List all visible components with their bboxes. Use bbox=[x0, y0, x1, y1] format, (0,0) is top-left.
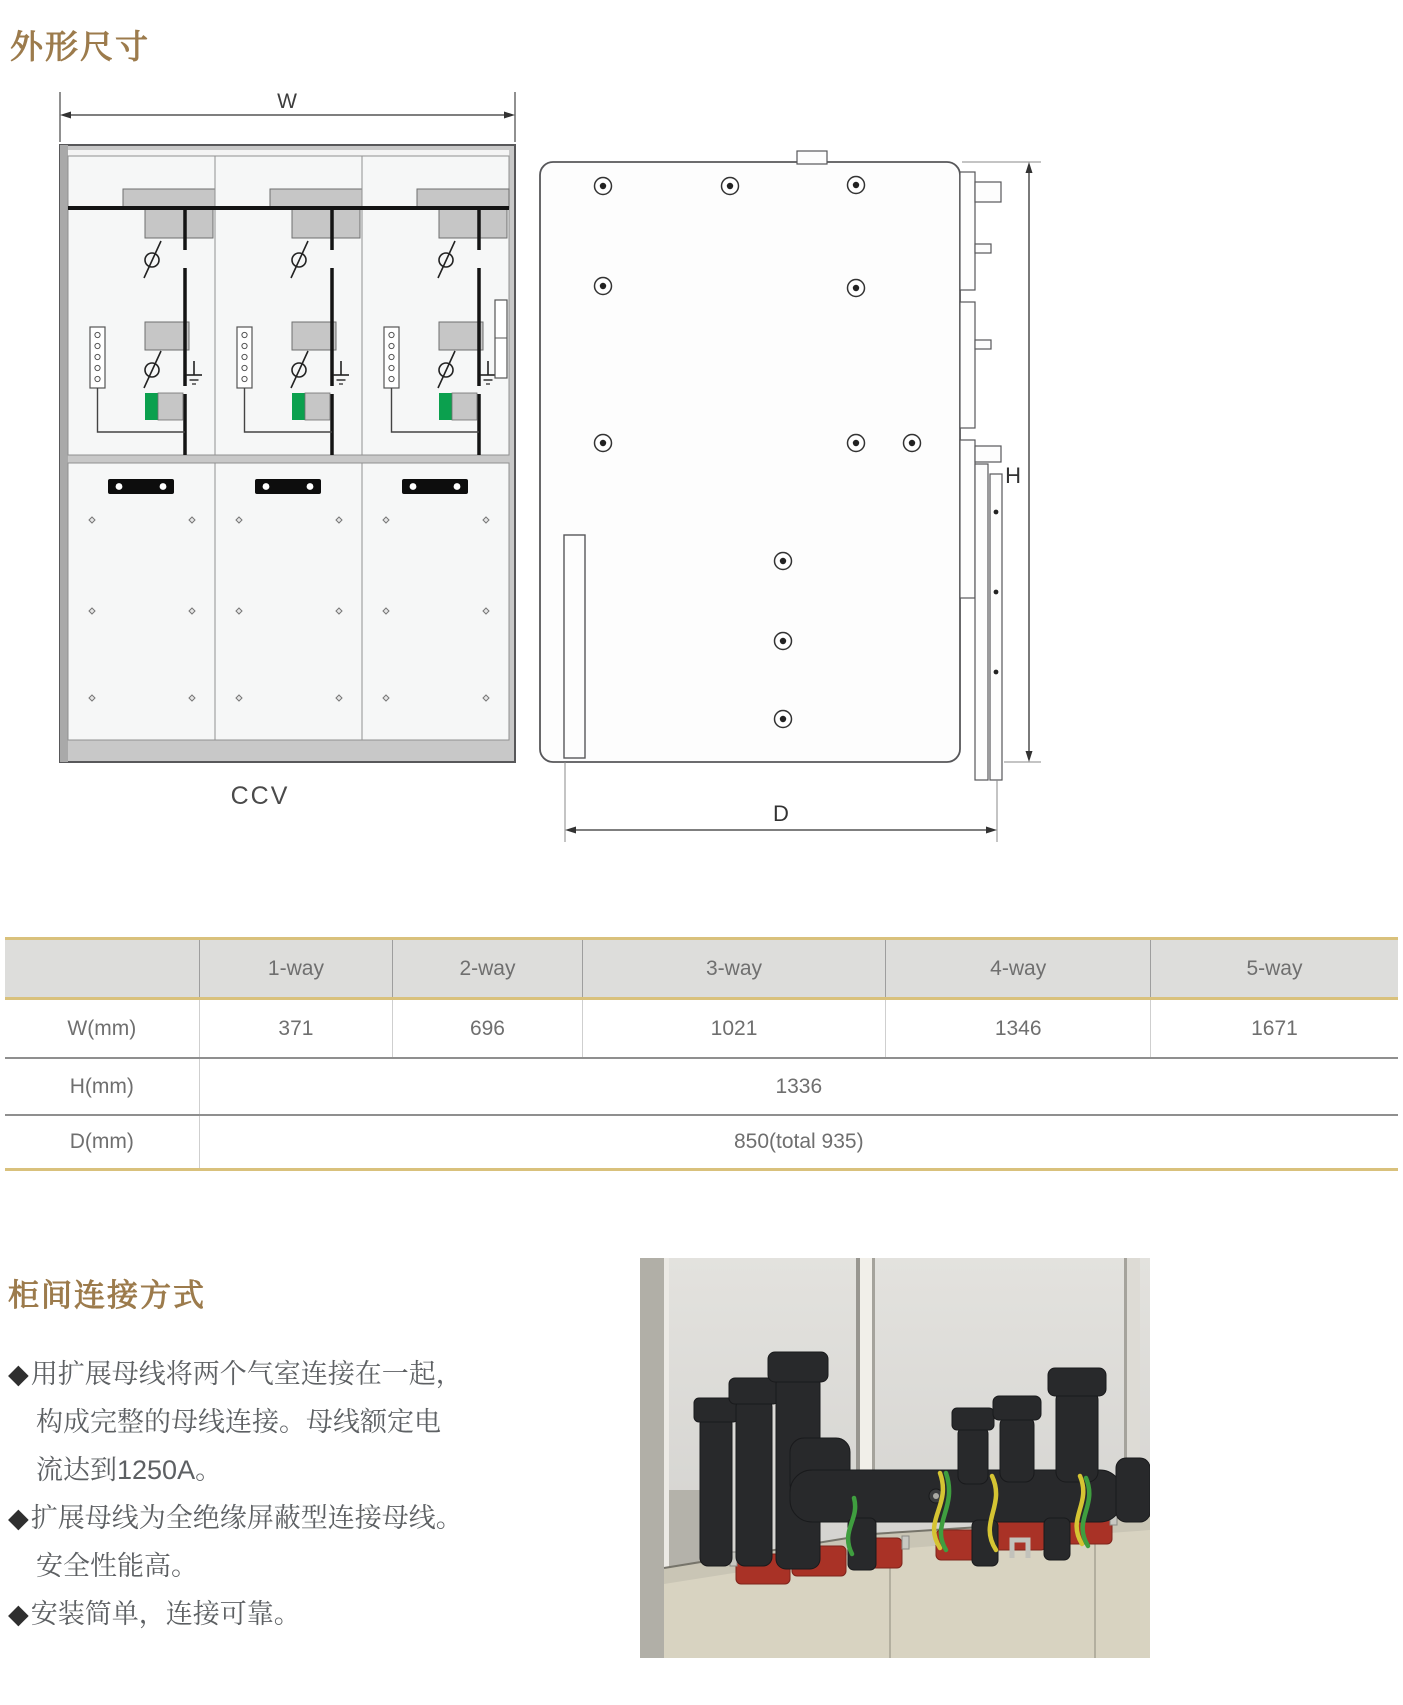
front-view-caption: CCV bbox=[230, 782, 290, 810]
cell-d-merged: 850(total 935) bbox=[199, 1116, 1398, 1168]
cell-w-5way: 1671 bbox=[1150, 1000, 1398, 1057]
front-panel-strip bbox=[564, 535, 585, 758]
bullet-text: 安全性能高。 bbox=[36, 1551, 198, 1581]
right-fittings bbox=[960, 172, 1002, 780]
connection-bullet-list bbox=[8, 1350, 568, 1638]
bullet-item bbox=[8, 1494, 568, 1590]
busbar-connection-photo bbox=[640, 1258, 1150, 1658]
front-view-drawing bbox=[55, 88, 525, 788]
header-cell-4way: 4-way bbox=[885, 940, 1150, 997]
dimensions-table bbox=[5, 937, 1398, 1171]
bullet-item bbox=[8, 1590, 568, 1638]
section-title-outline-dimensions: 外形尺寸 bbox=[10, 28, 150, 65]
header-cell-2way: 2-way bbox=[392, 940, 581, 997]
header-cell-1way: 1-way bbox=[199, 940, 393, 997]
header-cell-empty bbox=[5, 940, 199, 997]
cell-w-2way: 696 bbox=[392, 1000, 581, 1057]
diamond-bullet-icon: ◆ bbox=[8, 1359, 29, 1389]
header-cell-5way: 5-way bbox=[1150, 940, 1398, 997]
bullet-text: 流达到1250A。 bbox=[36, 1455, 223, 1485]
row-label: H(mm) bbox=[69, 1074, 134, 1098]
bullet-text: 安装简单，连接可靠。 bbox=[30, 1599, 301, 1629]
bullet-text: 构成完整的母线连接。母线额定电 bbox=[36, 1407, 441, 1437]
row-label: W(mm) bbox=[67, 1016, 137, 1040]
table-row-depth bbox=[5, 1116, 1398, 1171]
table-row-width bbox=[5, 1000, 1398, 1059]
section-title-cabinet-connection: 柜间连接方式 bbox=[8, 1278, 206, 1313]
bullet-text: 用扩展母线将两个气室连接在一起， bbox=[30, 1359, 463, 1389]
diamond-bullet-icon: ◆ bbox=[8, 1503, 29, 1533]
dim-w-label: W bbox=[277, 90, 297, 113]
dimension-d bbox=[565, 762, 997, 842]
cell-h-merged: 1336 bbox=[199, 1059, 1398, 1114]
diamond-bullet-icon: ◆ bbox=[8, 1599, 29, 1629]
dim-h-label: H bbox=[1005, 463, 1021, 488]
side-view-drawing bbox=[505, 130, 1050, 850]
dimension-w bbox=[60, 90, 515, 142]
cabinet-doors bbox=[68, 463, 509, 740]
cell-w-3way: 1021 bbox=[582, 1000, 886, 1057]
side-body bbox=[540, 151, 960, 762]
cell-w-4way: 1346 bbox=[885, 1000, 1150, 1057]
dim-d-label: D bbox=[773, 801, 789, 826]
table-header-row bbox=[5, 937, 1398, 1000]
bullet-item bbox=[8, 1350, 568, 1494]
bullet-text: 扩展母线为全绝缘屏蔽型连接母线。 bbox=[30, 1503, 463, 1533]
row-label: D(mm) bbox=[69, 1130, 134, 1153]
header-cell-3way: 3-way bbox=[582, 940, 886, 997]
cabinet-bays bbox=[68, 156, 509, 455]
table-row-height bbox=[5, 1059, 1398, 1116]
cell-w-1way: 371 bbox=[199, 1000, 393, 1057]
top-lug bbox=[797, 151, 827, 164]
